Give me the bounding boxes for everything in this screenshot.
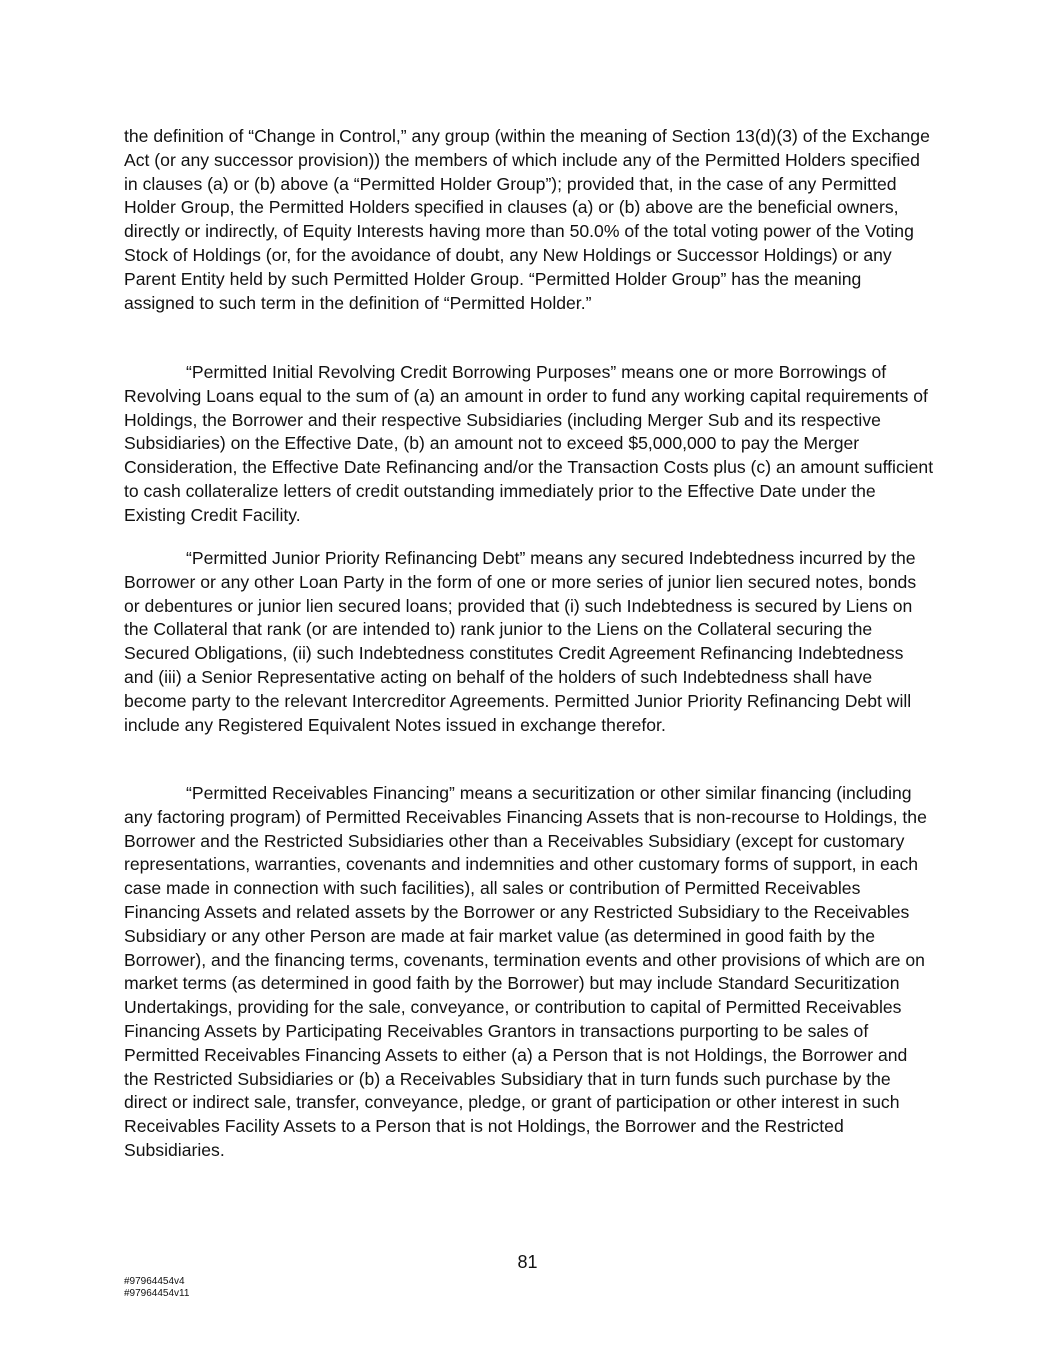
paragraph-permitted-junior-priority-refinancing-debt: “Permitted Junior Priority Refinancing Debt” means any secured Indebtedness incurred by the Borrower or any other Loan Party in the form of one or more series of junior lien secured notes, bonds or debentures or junior lien secured loans; provided that (i) such Indebtedness is secured by Liens on the Collateral that rank (or are intended to) rank junior to the Liens on the Collateral securing the Secured Obligations, (ii) such Indebtedness constitutes Credit Agreement Refinancing Indebtedness and (iii) a Senior Representative acting on behalf of the holders of such Indebtedness shall have become party to the relevant Intercreditor Agreements. Permitted Junior Priority Refinancing Debt will include any Registered Equivalent Notes issued in exchange therefor.	[124, 548, 917, 735]
paragraph-permitted-initial-revolving-credit-borrowing-purposes: “Permitted Initial Revolving Credit Borrowing Purposes” means one or more Borrowings of Revolving Loans equal to the sum of (a) an amount in order to fund any working capital requirements of Holdings, the Borrower and their respective Subsidiaries (including Merger Sub and its respective Subsidiaries) on the Effective Date, (b) an amount not to exceed $5,000,000 to pay the Merger Consideration, the Effective Date Refinancing and/or the Transaction Costs plus (c) an amount sufficient to cash collateralize letters of credit outstanding immediately prior to the Effective Date under the Existing Credit Facility.	[124, 362, 934, 525]
document-id-secondary: #97964454v11	[124, 1288, 190, 1299]
page-number: 81	[517, 1252, 538, 1272]
paragraph-permitted-holder-continuation: the definition of “Change in Control,” any group (within the meaning of Section 13(d)(3) of the Exchange Act (or any successor provision)) the members of which include any of the Permitted Holders specified in clauses (a) or (b) above (a “Permitted Holder Group”); provided that, in the case of any Permitted Holder Group, the Permitted Holders specified in clauses (a) or (b) above are the beneficial owners, directly or indirectly, of Equity Interests having more than 50.0% of the total voting power of the Voting Stock of Holdings (or, for the avoidance of doubt, any New Holdings or Successor Holdings) or any Parent Entity held by such Permitted Holder Group. “Permitted Holder Group” has the meaning assigned to such term in the definition of “Permitted Holder.”	[124, 126, 930, 313]
paragraph-permitted-receivables-financing: “Permitted Receivables Financing” means a securitization or other similar financing (including any factoring program) of Permitted Receivables Financing Assets that is non-recourse to Holdings, the Borrower and the Restricted Subsidiaries other than a Receivables Subsidiary (except for customary representations, warranties, covenants and indemnities and other customary forms of support, in each case made in connection with such facilities), all sales or contribution of Permitted Receivables Financing Assets and related assets by the Borrower or any Restricted Subsidiary to the Receivables Subsidiary or any other Person are made at fair market value (as determined in good faith by the Borrower), and the financing terms, covenants, termination events and other provisions of which are on market terms (as determined in good faith by the Borrower) but may include Standard Securitization Undertakings, providing for the sale, conveyance, or contribution to capital of Permitted Receivables Financing Assets by Participating Receivables Grantors in transactions purporting to be sales of Permitted Receivables Financing Assets to either (a) a Person that is not Holdings, the Borrower and the Restricted Subsidiaries or (b) a Receivables Subsidiary that in turn funds such purchase by the direct or indirect sale, transfer, conveyance, pledge, or grant of participation or other interest in such Receivables Facility Assets to a Person that is not Holdings, the Borrower and the Restricted Subsidiaries.	[124, 783, 927, 1160]
document-id-primary: #97964454v4	[124, 1276, 185, 1287]
